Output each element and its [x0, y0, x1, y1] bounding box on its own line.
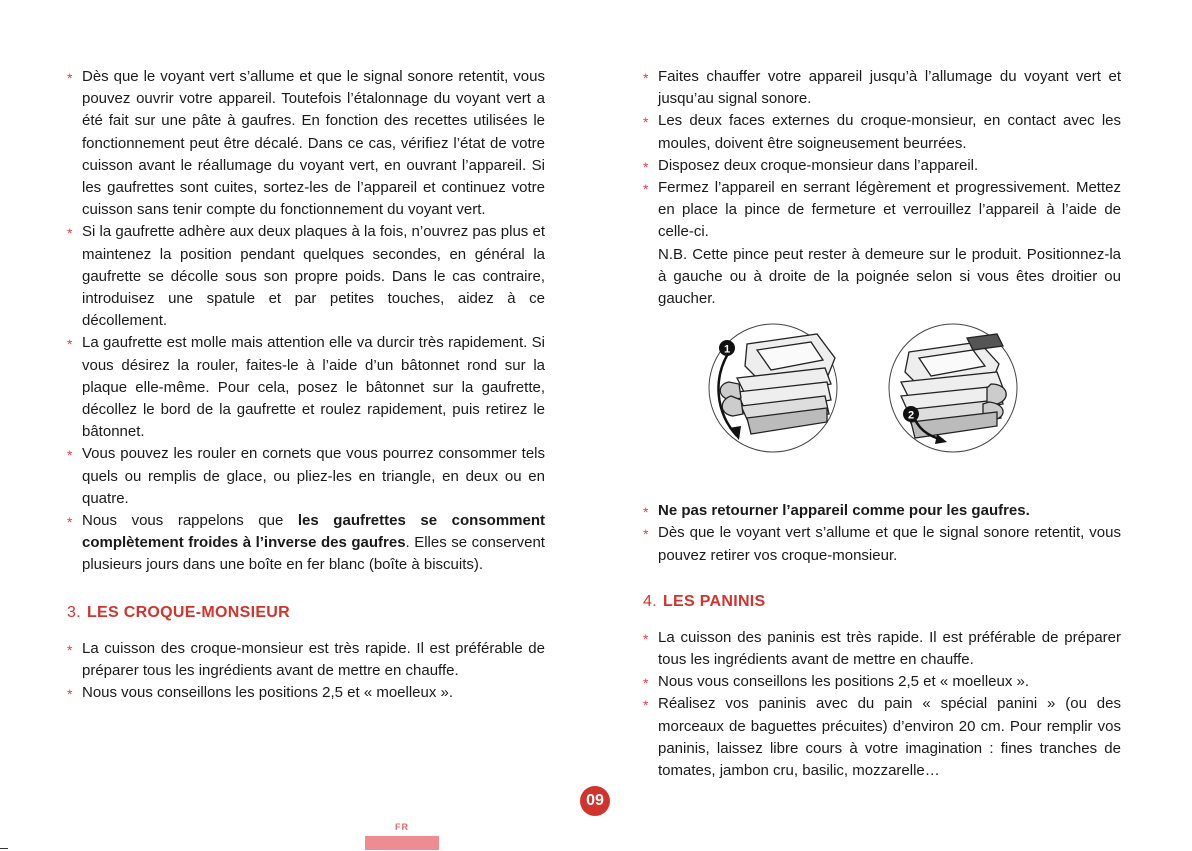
clamp-illustrations — [643, 322, 1121, 492]
asterisk-icon: * — [643, 114, 649, 131]
bullet-text: Dès que le voyant vert s’allume et que le signal sonore retentit, vous pouvez ouvrir votre appareil. Toutefois l’étalonnage du voyant vert a été fait sur une pâte à gaufres. En fonction des recettes utilisées le fonctionnement peut être décalé. Dans ce cas, vérifiez l’état de votre cuisson avant le réallumage du voyant vert, en ouvrant l’appareil. Si les gaufrettes sont cuites, sortez-les de l’appareil et continuez votre cuisson sans tenir compte du fonctionnement du voyant vert. — [82, 68, 545, 219]
list-item — [643, 500, 1121, 522]
section-number: 4. — [643, 592, 657, 610]
list-item — [67, 638, 545, 682]
asterisk-icon: * — [643, 675, 649, 692]
list-item — [643, 627, 1121, 671]
asterisk-icon: * — [67, 336, 73, 353]
bullet-text-bold: les gaufrettes se consomment complètement froides à l’inverse des gaufres — [82, 512, 545, 552]
section-title — [67, 604, 545, 622]
section-heading: LES PANINIS — [662, 592, 766, 610]
list-item — [643, 155, 1121, 177]
bullet-text: Dès que le voyant vert s’allume et que le signal sonore retentit, vous pouvez retirer vos croque-monsieur. — [658, 524, 1121, 564]
step-2-label: 2 — [907, 409, 915, 422]
step-1-label: 1 — [723, 343, 731, 356]
bullet-text: Si la gaufrette adhère aux deux plaques à la fois, n’ouvrez pas plus et maintenez la position pendant quelques secondes, en général la gaufrette se décolle sous son propre poids. Dans le cas contraire, introduisez une spatule et par petites touches, aidez à ce décollement. — [82, 223, 545, 330]
panini-bullets — [643, 627, 1121, 782]
bullet-text: Nous vous conseillons les positions 2,5 et « moelleux ». — [658, 673, 1030, 691]
list-item — [67, 510, 545, 577]
bullet-text: Réalisez vos paninis avec du pain « spécial panini » (ou des morceaux de baguettes précuites) d’environ 20 cm. Pour remplir vos paninis, laissez libre cours à votre imagination : fines tranches de tomates, jambon cru, basilic, mozzarelle… — [658, 695, 1121, 780]
list-item — [643, 110, 1121, 154]
asterisk-icon: * — [643, 630, 649, 647]
asterisk-icon: * — [67, 686, 73, 703]
bullet-text: Vous pouvez les rouler en cornets que vous pourrez consommer tels quels ou remplis de glace, ou pliez-les en triangle, en deux ou en quatre. — [82, 445, 545, 507]
section-title — [643, 593, 1121, 611]
asterisk-icon: * — [643, 70, 649, 86]
list-item — [67, 443, 545, 510]
list-item — [643, 693, 1121, 782]
bullet-text: Nous vous conseillons les positions 2,5 et « moelleux ». — [82, 684, 454, 702]
bullet-text: La cuisson des croque-monsieur est très rapide. Il est préférable de préparer tous les ingrédients avant de mettre en chauffe. — [82, 639, 545, 679]
list-item — [67, 332, 545, 443]
asterisk-icon: * — [643, 526, 649, 543]
asterisk-icon: * — [643, 181, 649, 198]
list-item — [643, 66, 1121, 110]
list-item — [643, 671, 1121, 693]
bullet-text: Faites chauffer votre appareil jusqu’à l’allumage du voyant vert et jusqu’au signal sonore. — [658, 68, 1121, 108]
bullet-text-post: . Elles se conservent plusieurs jours dans une boîte en fer blanc (boîte à biscuits). — [82, 534, 545, 574]
page-number: 09 — [580, 786, 610, 816]
asterisk-icon: * — [643, 158, 649, 175]
section-heading: LES CROQUE-MONSIEUR — [86, 603, 290, 621]
bullet-text: Les deux faces externes du croque-monsieur, en contact avec les moules, doivent être soigneusement beurrées. — [658, 112, 1121, 152]
right-column — [643, 66, 1121, 782]
asterisk-icon: * — [67, 641, 73, 658]
clamp-step-2-illustration — [887, 322, 1019, 454]
list-item — [67, 66, 545, 221]
bullet-text: La gaufrette est molle mais attention elle va durcir très rapidement. Si vous désirez la rouler, faites-le à l’aide d’un bâtonnet rond sur la plaque elle-même. Pour cela, posez le bâtonnet sur la gaufrette, décollez le bord de la gaufrette et roulez rapidement, puis retirez le bâtonnet. — [82, 334, 545, 441]
list-item — [643, 177, 1121, 310]
section-number: 3. — [67, 603, 81, 621]
clamp-step-1-illustration — [707, 322, 839, 454]
croque-bullets — [67, 638, 545, 705]
list-item — [643, 522, 1121, 566]
croque-finish-bullets — [643, 500, 1121, 567]
bullet-text: Disposez deux croque-monsieur dans l’appareil. — [658, 156, 979, 174]
asterisk-icon: * — [643, 504, 649, 521]
list-item — [67, 221, 545, 332]
nota-bene-text: N.B. Cette pince peut rester à demeure sur le produit. Positionnez-la à gauche ou à droite de la poignée selon si vous êtes droitier ou gaucher. — [658, 245, 1121, 308]
bullet-text: La cuisson des paninis est très rapide. Il est préférable de préparer tous les ingrédients avant de mettre en chauffe. — [658, 628, 1121, 669]
bullet-text-pre: Nous vous rappelons que — [82, 512, 298, 530]
warning-text: Ne pas retourner l’appareil comme pour les gaufres. — [658, 502, 1030, 520]
bullet-text: Fermez l’appareil en serrant légèrement et progressivement. Mettez en place la pince de fermeture et verrouillez l’appareil à l’aide de celle-ci. — [658, 179, 1121, 241]
asterisk-icon: * — [67, 514, 73, 531]
list-item — [67, 682, 545, 704]
language-label: FR — [395, 822, 409, 832]
asterisk-icon: * — [67, 447, 73, 464]
croque-steps-bullets — [643, 66, 1121, 310]
waffle-bullets — [67, 66, 545, 577]
left-column — [67, 66, 545, 704]
crop-mark — [0, 848, 8, 849]
asterisk-icon: * — [67, 225, 73, 242]
asterisk-icon: * — [67, 70, 73, 86]
asterisk-icon: * — [643, 697, 649, 714]
language-bar — [365, 836, 439, 850]
